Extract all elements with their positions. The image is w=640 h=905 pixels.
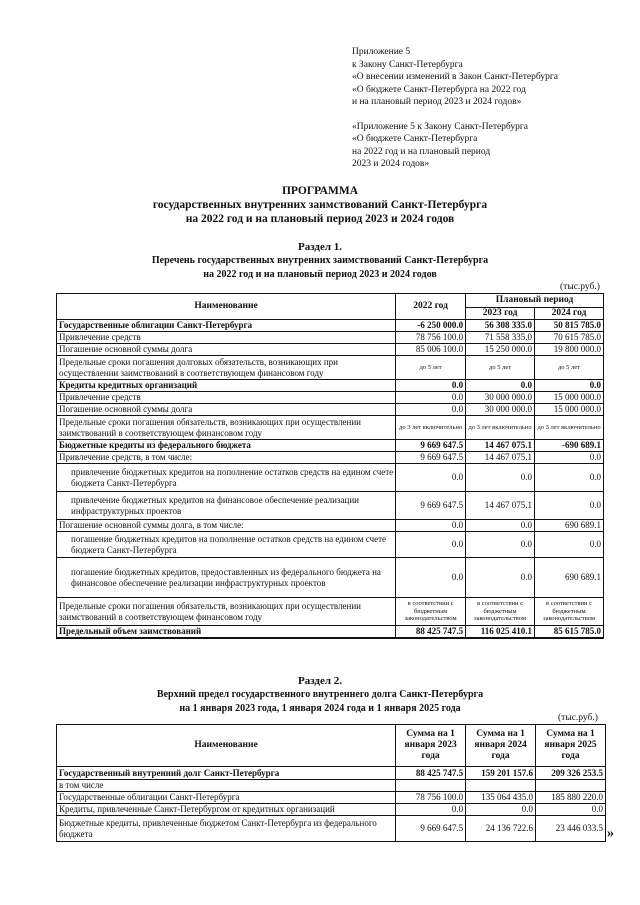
annex-line: и на плановый период 2023 и 2024 годов»	[352, 97, 522, 107]
table-row: Погашение основной суммы долга 85 006 100.0 15 250 000.0 19 800 000.0	[57, 344, 604, 356]
table-row: Государственные облигации Санкт-Петербурга 78 756 100.0 135 064 435.0 185 880 220.0	[57, 792, 606, 804]
section2-title	[30, 674, 610, 716]
header-col2: Сумма на 1 января 2024 года	[466, 725, 536, 767]
section2-table	[56, 724, 606, 842]
closing-quote: »	[607, 826, 614, 841]
table-row: Государственный внутренний долг Санкт-Петербурга 88 425 747.5 159 201 157.6 209 326 253.5	[57, 767, 606, 780]
section2-unit: (тыс.руб.)	[558, 713, 598, 723]
table-row: Бюджетные кредиты, привлеченные бюджетом Санкт-Петербурга из федерального бюджета 9 669 647.5 24 136 722.6 23 446 033.5	[57, 816, 606, 842]
table-row: Кредиты, привлеченные Санкт-Петербургом от кредитных организаций 0.0 0.0 0.0	[57, 804, 606, 816]
title-line: ПРОГРАММА	[281, 185, 359, 197]
table-row: Погашение основной суммы долга 0.0 30 000 000.0 15 000 000.0	[57, 404, 604, 416]
header-name: Наименование	[57, 294, 396, 320]
title-line: государственных внутренних заимствований Санкт-Петербурга	[152, 199, 488, 211]
section1-line: Перечень государственных внутренних заимствований Санкт-Петербурга	[151, 255, 489, 266]
annex-header	[352, 46, 632, 171]
section1-title	[30, 240, 610, 282]
table-row: Предельные сроки погашения обязательств, возникающих при осуществлении заимствований в соответствующем финансовом году в соответствии с бюджетным законодательством в соответствии с бюджетным законодательством в соответствии с бюджетным законодательством	[57, 598, 604, 626]
table-row-total: Предельный объем заимствований 88 425 747.5 116 025 410.1 85 615 785.0	[57, 626, 604, 639]
table-row: погашение бюджетных кредитов, предоставленных из федерального бюджета на финансовое обеспечение реализации инфраструктурных проектов 0.0 0.0 690 689.1	[57, 558, 604, 598]
header-col3: Сумма на 1 января 2025 года	[536, 725, 606, 767]
doc-title	[30, 184, 610, 226]
table-row: Привлечение средств 0.0 30 000 000.0 15 000 000.0	[57, 392, 604, 404]
annex-line: к Закону Санкт-Петербурга	[352, 59, 463, 70]
table-row: в том числе	[57, 780, 606, 792]
title-line: на 2022 год и на плановый период 2023 и 2024 годов	[185, 213, 455, 225]
table-row: погашение бюджетных кредитов на пополнение остатков средств на едином счете бюджета Санкт-Петербурга 0.0 0.0 0.0	[57, 532, 604, 558]
table-row: привлечение бюджетных кредитов на пополнение остатков средств на едином счете бюджета Санкт-Петербурга 0.0 0.0 0.0	[57, 464, 604, 492]
table-row: Привлечение средств 78 756 100.0 71 558 335.0 70 615 785.0	[57, 332, 604, 344]
section2-line: Верхний предел государственного внутреннего долга Санкт-Петербурга	[156, 689, 484, 700]
annex-line: на 2022 год и на плановый период	[352, 146, 491, 157]
section2-heading: Раздел 2.	[297, 675, 343, 687]
table-row: Погашение основной суммы долга, в том числе: 0.0 0.0 690 689.1	[57, 520, 604, 532]
annex-line: «Приложение 5 к Закону Санкт-Петербурга	[352, 121, 529, 132]
header-col1: Сумма на 1 января 2023 года	[396, 725, 466, 767]
annex-line: «О бюджете Санкт-Петербурга	[352, 134, 478, 144]
header-2022: 2022 год	[396, 294, 466, 320]
annex-line: 2023 и 2024 годов»	[352, 159, 430, 169]
table-row: Предельные сроки погашения долговых обязательств, возникающих при осуществлении заимствований в соответствующем финансовом году до 5 лет до 5 лет до 5 лет	[57, 356, 604, 380]
section1-unit: (тыс.руб.)	[560, 282, 600, 292]
table-row: Государственные облигации Санкт-Петербурга -6 250 000.0 56 308 335.0 50 815 785.0	[57, 320, 604, 332]
section2-line: на 1 января 2023 года, 1 января 2024 года и 1 января 2025 года	[179, 703, 461, 714]
header-2023: 2023 год	[466, 308, 535, 320]
table-row: Привлечение средств, в том числе: 9 669 647.5 14 467 075.1 0.0	[57, 452, 604, 464]
table-row: Предельные сроки погашения обязательств, возникающих при осуществлении заимствований в соответствующем финансовом году до 3 лет включительно до 3 лет включительно до 3 лет включительно	[57, 416, 604, 440]
table-row: Бюджетные кредиты из федерального бюджета 9 669 647.5 14 467 075.1 -690 689.1	[57, 440, 604, 452]
section1-table	[56, 293, 604, 639]
annex-line: Приложение 5	[352, 47, 411, 57]
header-name: Наименование	[57, 725, 396, 767]
annex-line: «О внесении изменений в Закон Санкт-Петербурга	[352, 72, 558, 82]
section1-line: на 2022 год и на плановый период 2023 и 2024 годов	[203, 269, 437, 280]
annex-line: «О бюджете Санкт-Петербурга на 2022 год	[352, 84, 526, 95]
table-row: Кредиты кредитных организаций 0.0 0.0 0.0	[57, 380, 604, 392]
section1-heading: Раздел 1.	[297, 241, 343, 253]
table-row: привлечение бюджетных кредитов на финансовое обеспечение реализации инфраструктурных проектов 9 669 647.5 14 467 075.1 0.0	[57, 492, 604, 520]
header-planned: Плановый период	[466, 294, 604, 308]
header-2024: 2024 год	[535, 308, 604, 320]
